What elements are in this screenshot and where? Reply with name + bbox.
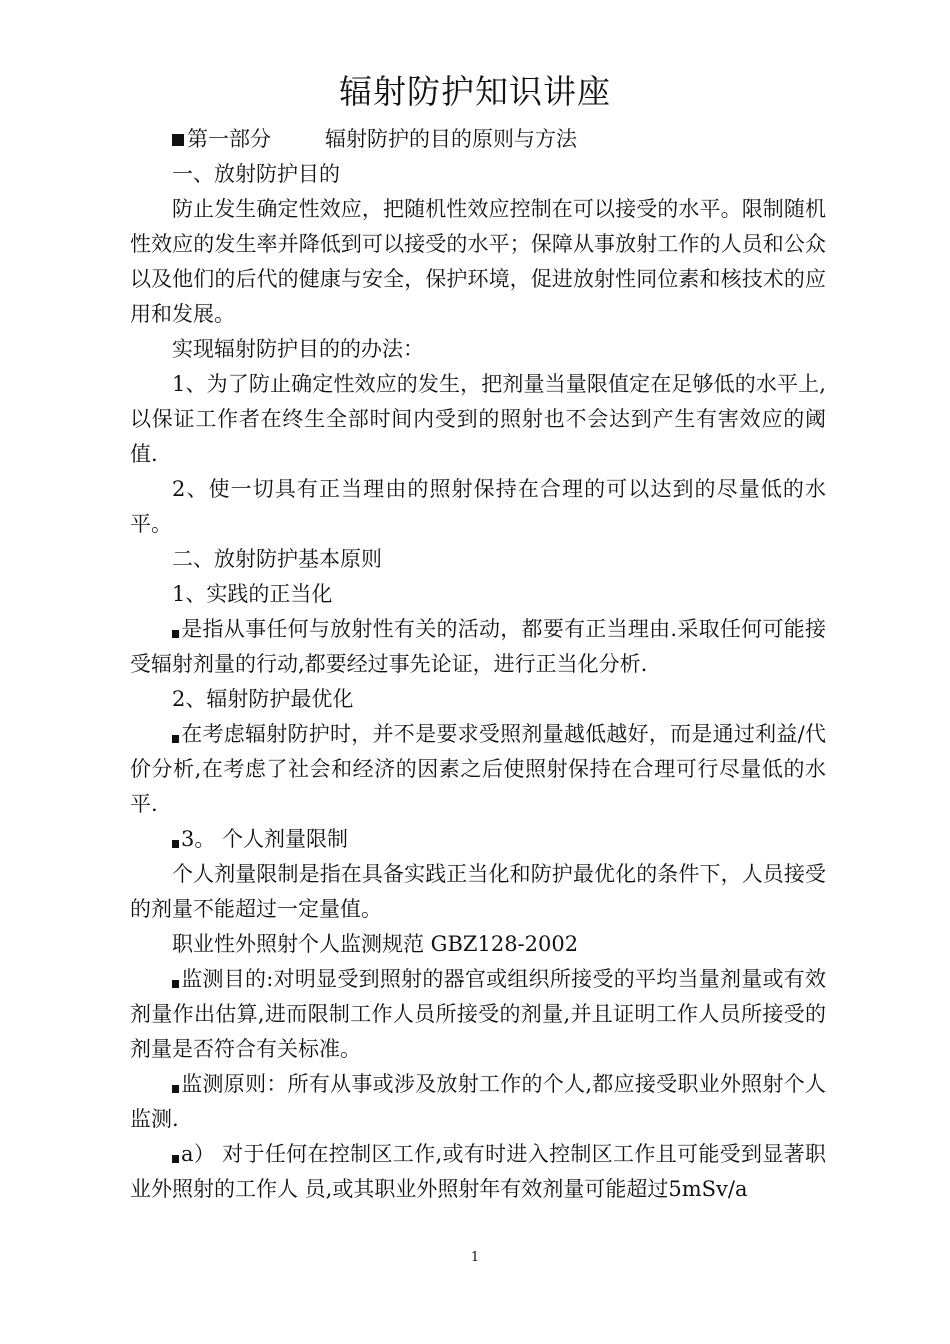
paragraph-monitoring-principle-text: 监测原则：所有从事或涉及放射工作的个人,都应接受职业外照射个人监测. — [130, 1072, 826, 1131]
square-bullet-icon — [172, 1085, 179, 1093]
document-body — [130, 122, 826, 1207]
paragraph-dose-limit: 个人剂量限制是指在具备实践正当化和防护最优化的条件下，人员接受的剂量不能超过一定量值。 — [130, 862, 826, 921]
paragraph-optimization-text: 在考虑辐射防护时，并不是要求受照剂量越低越好，而是通过利益/代价分析,在考虑了社会和经济的因素之后使照射保持在合理可行尽量低的水平. — [130, 722, 826, 816]
square-bullet-icon — [172, 735, 179, 743]
subheading-justification: 1、实践的正当化 — [172, 582, 333, 606]
square-bullet-icon — [172, 134, 184, 146]
section-heading-1: 一、放射防护目的 — [172, 162, 340, 186]
subheading-dose-limit — [130, 822, 826, 857]
square-bullet-icon — [172, 840, 179, 848]
part-label: 第一部分 — [187, 127, 271, 151]
paragraph-monitoring-principle — [130, 1067, 826, 1137]
paragraph-justification-text: 是指从事任何与放射性有关的活动，都要有正当理由.采取任何可能接受辐射剂量的行动,都要经过事先论证，进行正当化分析. — [130, 617, 826, 676]
paragraph-justification — [130, 612, 826, 682]
paragraph-item-a-text: a） 对于任何在控制区工作,或有时进入控制区工作且可能受到显著职业外照射的工作人 员,或其职业外照射年有效剂量可能超过5mSv/a — [130, 1142, 826, 1201]
paragraph-standard: 职业性外照射个人监测规范 GBZ128-2002 — [172, 932, 579, 956]
square-bullet-icon — [172, 630, 179, 638]
part-title: 辐射防护的目的原则与方法 — [325, 127, 577, 151]
page-number: 1 — [470, 1250, 480, 1265]
subheading-optimization: 2、辐射防护最优化 — [172, 687, 354, 711]
part-heading — [130, 122, 826, 157]
paragraph-optimization — [130, 717, 826, 822]
paragraph-item-a — [130, 1137, 826, 1207]
paragraph-monitoring-purpose — [130, 962, 826, 1067]
paragraph-methods-intro: 实现辐射防护目的的办法： — [172, 337, 424, 361]
square-bullet-icon — [172, 980, 179, 988]
subheading-dose-limit-text: 3。 个人剂量限制 — [181, 827, 349, 851]
section-heading-2: 二、放射防护基本原则 — [172, 547, 382, 571]
paragraph-purpose: 防止发生确定性效应，把随机性效应控制在可以接受的水平。限制随机性效应的发生率并降低到可以接受的水平；保障从事放射工作的人员和公众以及他们的后代的健康与安全，保护环境，促进放射性同位素和核技术的应用和发展。 — [130, 197, 826, 326]
document-title: 辐射防护知识讲座 — [339, 72, 611, 111]
paragraph-method-1: 1、为了防止确定性效应的发生，把剂量当量限值定在足够低的水平上,以保证工作者在终生全部时间内受到的照射也不会达到产生有害效应的阈值. — [130, 372, 826, 466]
paragraph-method-2: 2、使一切具有正当理由的照射保持在合理的可以达到的尽量低的水平。 — [130, 477, 826, 536]
paragraph-monitoring-purpose-text: 监测目的:对明显受到照射的器官或组织所接受的平均当量剂量或有效剂量作出估算,进而限制工作人员所接受的剂量,并且证明工作人员所接受的剂量是否符合有关标准。 — [130, 967, 826, 1061]
square-bullet-icon — [172, 1155, 179, 1163]
